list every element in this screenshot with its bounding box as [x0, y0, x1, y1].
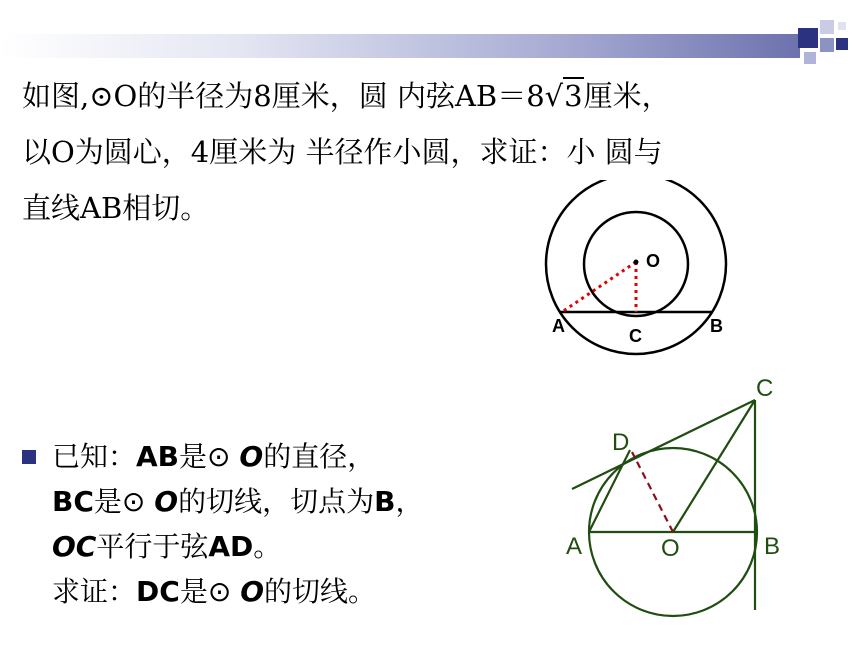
math-DC: DC	[136, 575, 180, 608]
math-AD: AD	[208, 530, 254, 563]
figure-1-concentric-circles	[540, 180, 740, 360]
problem-1-line-1-suffix: 厘米，	[583, 79, 671, 113]
text-comma: ，	[395, 485, 424, 518]
circle-symbol-text: 是⊙	[93, 485, 155, 518]
math-AB: AB	[136, 440, 180, 473]
text-tangent-conclusion: 的切线。	[264, 575, 377, 608]
label-B: B	[710, 316, 723, 336]
math-O: O	[239, 440, 264, 473]
segment-OA-dotted	[562, 262, 636, 312]
given-label: 已知：	[52, 440, 137, 473]
sqrt-sign: √	[544, 79, 564, 113]
problem-1-line-1-prefix: 如图,⊙O的半径为8厘米，圆 内弦AB＝8	[22, 79, 545, 113]
text-period: 。	[253, 530, 282, 563]
problem-2-line-1	[52, 434, 542, 479]
circle-symbol-text: 是⊙	[179, 575, 241, 608]
decor-square	[804, 52, 816, 64]
label-A: A	[552, 316, 565, 336]
bullet-square-icon	[22, 450, 36, 464]
decor-square	[838, 22, 846, 30]
text-diameter: 的直径，	[263, 440, 376, 473]
math-OC: OC	[52, 530, 97, 563]
text-parallel-chord: 平行于弦	[96, 530, 209, 563]
problem-1-line-2: 以O为圆心，4厘米为 半径作小圆，求证：小 圆与	[22, 135, 663, 169]
figure-2-tangent-diagram	[560, 370, 800, 620]
circle-symbol-text: 是⊙	[179, 440, 240, 473]
prove-label: 求证：	[52, 575, 137, 608]
label-A: A	[566, 533, 583, 560]
label-B: B	[764, 533, 781, 560]
label-C: C	[629, 326, 642, 346]
math-O: O	[154, 485, 179, 518]
label-D: D	[612, 429, 630, 456]
problem-2-line-3	[52, 524, 542, 569]
header-gradient-bar	[0, 34, 800, 58]
segment-OD-dashed	[632, 452, 673, 532]
problem-2-text	[22, 434, 542, 614]
problem-1-line-3: 直线AB相切。	[22, 191, 210, 225]
decor-square	[820, 20, 834, 34]
label-O: O	[646, 251, 661, 271]
problem-2-line-4	[52, 569, 542, 614]
problem-1-line-1	[22, 68, 802, 124]
decor-square	[820, 38, 834, 52]
decor-square	[798, 28, 818, 48]
problem-2-line-2	[52, 479, 542, 524]
sqrt-argument: 3	[564, 79, 583, 113]
math-BC: BC	[52, 485, 94, 518]
decor-square	[836, 38, 848, 50]
math-B: B	[374, 485, 396, 518]
problem-2-lines	[52, 434, 542, 614]
label-C: C	[756, 375, 774, 402]
text-tangent: 的切线，切点为	[178, 485, 375, 518]
label-O: O	[661, 535, 680, 562]
center-point-O	[634, 260, 639, 265]
chord-AD	[589, 450, 630, 532]
math-O: O	[240, 575, 264, 608]
sqrt-expression	[545, 68, 584, 124]
